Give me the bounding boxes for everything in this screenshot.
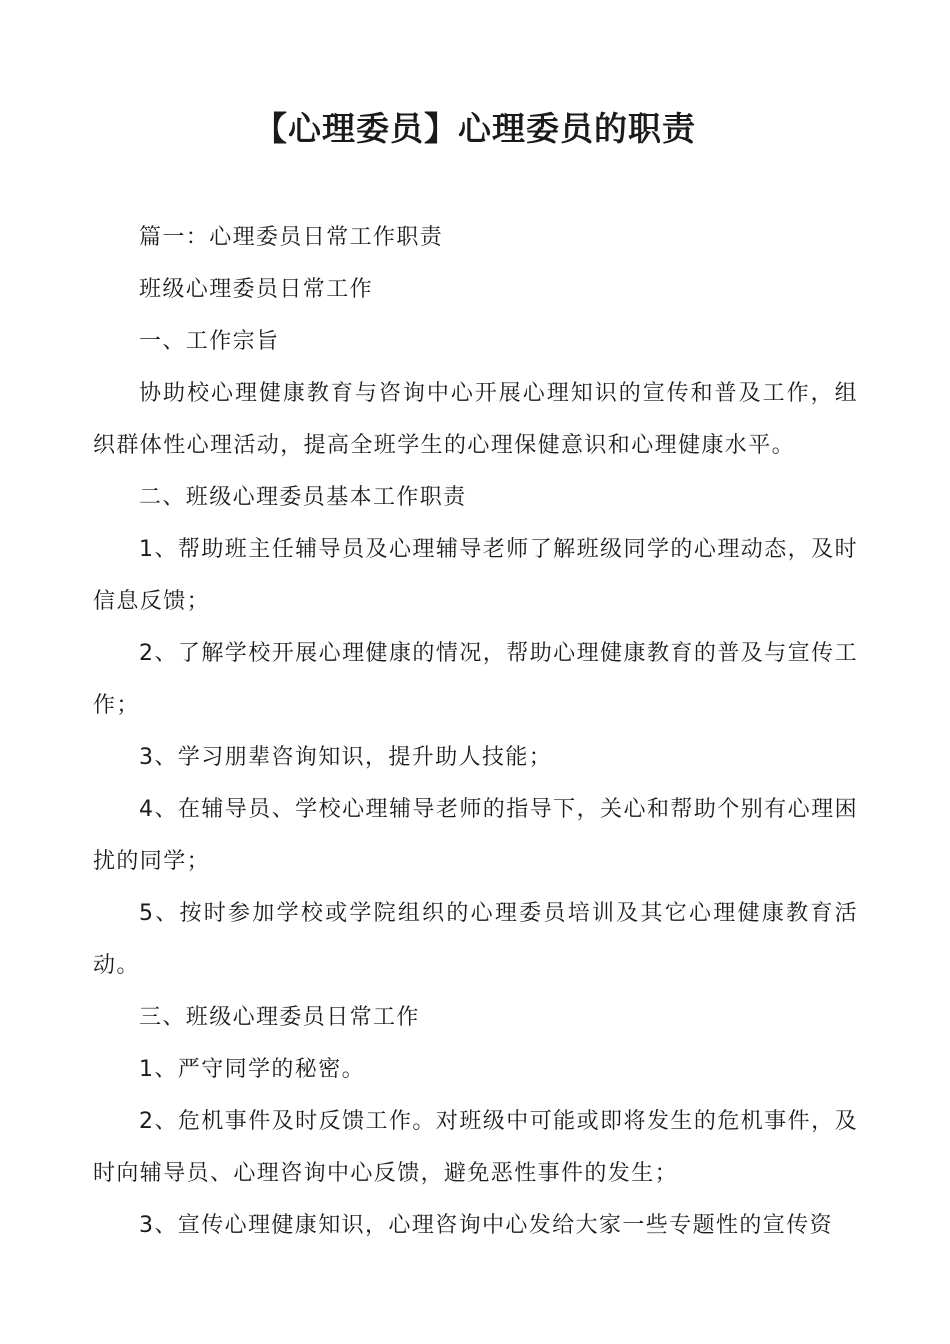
section-heading-part-one: 篇一：心理委员日常工作职责 xyxy=(139,225,444,250)
list-item-work-1: 1、严守同学的秘密。 xyxy=(139,1057,365,1082)
list-item-duty-2: 2、了解学校开展心理健康的情况，帮助心理健康教育的普及与宣传工作； xyxy=(93,641,858,718)
document-title: 【心理委员】心理委员的职责 xyxy=(254,109,696,148)
section-heading-daily-work: 三、班级心理委员日常工作 xyxy=(139,1005,420,1030)
paragraph-purpose: 协助校心理健康教育与咨询中心开展心理知识的宣传和普及工作，组织群体性心理活动，提高全班学生的心理保健意识和心理健康水平。 xyxy=(93,381,858,458)
section-heading-purpose: 一、工作宗旨 xyxy=(139,329,280,354)
list-item-duty-1: 1、帮助班主任辅导员及心理辅导老师了解班级同学的心理动态，及时信息反馈； xyxy=(93,537,858,614)
list-item-duty-3: 3、学习朋辈咨询知识，提升助人技能； xyxy=(139,745,553,770)
document-body xyxy=(93,212,858,1252)
list-item-work-2: 2、危机事件及时反馈工作。对班级中可能或即将发生的危机事件，及时向辅导员、心理咨询中心反馈，避免恶性事件的发生； xyxy=(93,1109,858,1186)
subtitle-class-duties: 班级心理委员日常工作 xyxy=(139,277,374,302)
list-item-duty-5: 5、按时参加学校或学院组织的心理委员培训及其它心理健康教育活动。 xyxy=(93,901,858,978)
list-item-work-3: 3、宣传心理健康知识，心理咨询中心发给大家一些专题性的宣传资 xyxy=(139,1213,833,1238)
section-heading-basic-duties: 二、班级心理委员基本工作职责 xyxy=(139,485,467,510)
list-item-duty-4: 4、在辅导员、学校心理辅导老师的指导下，关心和帮助个别有心理困扰的同学； xyxy=(93,797,858,874)
